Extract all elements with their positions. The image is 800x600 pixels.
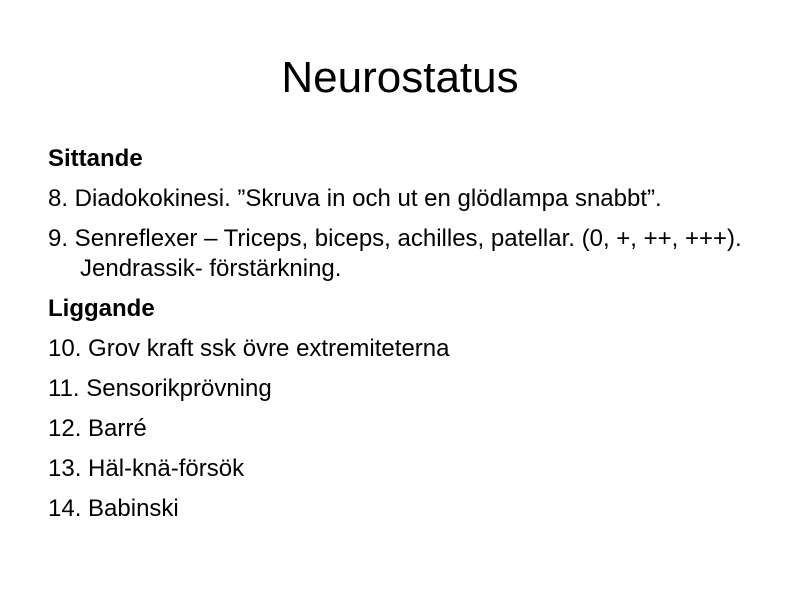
list-item-grov-kraft: 10. Grov kraft ssk övre extremiteterna: [48, 335, 450, 362]
list-item-babinski: 14. Babinski: [48, 495, 179, 522]
section-heading-sittande: Sittande: [48, 145, 143, 172]
slide-content: [48, 144, 748, 524]
slide-title: Neurostatus: [281, 53, 519, 102]
section-heading-liggande: Liggande: [48, 295, 155, 322]
list-item-senreflexer: 9. Senreflexer – Triceps, biceps, achilles, patellar. (0, +, ++, +++). Jendrassik- förstärkning.: [48, 225, 742, 282]
list-item-hal-kna-forsok: 13. Häl-knä-försök: [48, 455, 245, 482]
list-item-sensorikprovning: 11. Sensorikprövning: [48, 375, 272, 402]
list-item-barre: 12. Barré: [48, 415, 147, 442]
list-item-diadokokinesi: 8. Diadokokinesi. ”Skruva in och ut en glödlampa snabbt”.: [48, 185, 662, 212]
